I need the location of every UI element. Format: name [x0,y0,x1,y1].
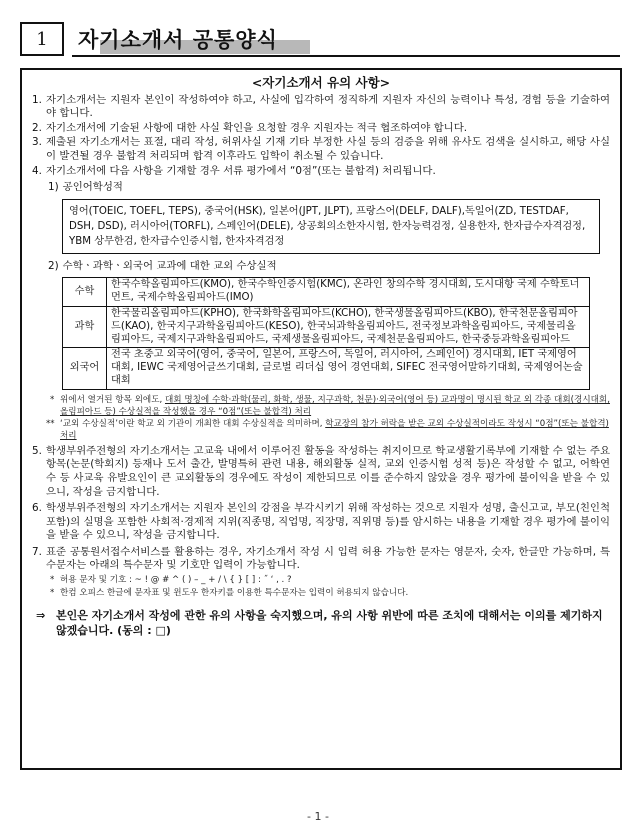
table-row [63,278,590,307]
page-number: - 1 - [307,810,329,823]
page-title: 자기소개서 공통양식 [78,28,278,52]
arrow-icon: ⇒ [36,609,46,623]
notice-item-1: 1. 자기소개서는 지원자 본인이 작성하여야 하고, 사실에 입각하여 정직하게 지원자 자신의 능력이나 특성, 경험 등을 기술하여야 합니다. [32,93,610,120]
language-test-list: 영어(TOEIC, TOEFL, TEPS), 중국어(HSK), 일본어(JPT, JLPT), 프랑스어(DELF, DALF),독일어(ZD, TESTDAF, DSH, DSD), 러시아어(TORFL), 스페인어(DELE), 상공회의소한자시험, 한자능력검정, 실용한자, 한자급수자격검정, YBM 상무한검, 한자급수인증시험, 한자자격검정 [62,199,600,254]
section-header [20,22,620,58]
notice-box [20,68,622,770]
notice-item-5: 5. 학생부위주전형의 자기소개서는 고교육 내에서 이루어진 활동을 작성하는 취지이므로 학교생활기록부에 기재할 수 없는 주요 항목(논문(학회지) 등재나 도서 출간, 발명특허 관련 내용, 해외활동 실적, 교외 인증시험 성적 등)은 작성할 수 없고, 어학연수 등 사교육 유발요인이 큰 교외활동의 경우에도 작성이 제한되므로 이를 준수하지 않았을 경우 평가에 불이익을 받을 수 있으니, 작성을 금지합니다. [32,444,610,498]
special-chars-note: * 한컴 오피스 한글에 문자표 및 윈도우 한자키를 이용한 특수문자는 입력이 허용되지 않습니다. [50,588,409,599]
award-category: 과학 [63,306,107,347]
award-list: 전국 초중고 외국어(영어, 중국어, 일본어, 프랑스어, 독일어, 러시아어, 스페인어) 경시대회, IET 국제영어대회, IEWC 국제영어글쓰기대회, 글로벌 리더십 영어 경연대회, SIFEC 전국영어말하기대회, 국제영어논술대회 [107,348,590,389]
notice-title: <자기소개서 유의 사항> [251,75,391,90]
table-row [63,348,590,389]
award-list: 한국수학올림피아드(KMO), 한국수학인증시험(KMC), 온라인 창의수학 경시대회, 도시대항 국제 수학토너먼트, 국제수학올림피아드(IMO) [107,278,590,307]
awards-table [62,277,590,389]
notice-item-7: 7. 표준 공통원서접수서비스를 활용하는 경우, 자기소개서 작성 시 입력 허용 가능한 문자는 영문자, 숫자, 한글만 가능하며, 특수문자는 아래의 특수문자 및 기호만 입력이 가능합니다. [32,545,610,572]
header-rule [72,55,620,57]
award-category: 수학 [63,278,107,307]
subsection-awards: 2) 수학ㆍ과학ㆍ외국어 교과에 대한 교외 수상실적 [48,259,277,272]
subsection-language: 1) 공인어학성적 [48,181,123,194]
section-number: 1 [20,22,64,56]
notice-item-2: 2. 자기소개서에 기술된 사항에 대한 사실 확인을 요청할 경우 지원자는 적극 협조하여야 합니다. [32,121,468,134]
table-row [63,306,590,347]
award-category: 외국어 [63,348,107,389]
notice-item-3: 3. 제출된 자기소개서는 표절, 대리 작성, 허위사실 기재 기타 부정한 사실 등의 검증을 위해 유사도 검색을 실시하고, 해당 사실이 발견될 경우 불합격 처리되며 합격 이후라도 입학이 취소될 수 있습니다. [32,136,610,162]
award-list: 한국물리올림피아드(KPHO), 한국화학올림피아드(KCHO), 한국생물올림피아드(KBO), 한국천문올림피아드(KAO), 한국지구과학올림피아드(KESO), 한국뇌과학올림피아드, 전국정보과학올림피아드, 국제물리올림피아드, 국제지구과학올림피아드, 국제생물올림피아드, 국제천문올림피아드, 한국중등과학올림피아드 [107,306,590,347]
footnote-1: * 위에서 열거된 항목 외에도, 대회 명칭에 수학·과학(물리, 화학, 생물, 지구과학, 천문)·외국어(영어 등) 교과명이 명시된 학교 외 각종 대회(경시대회, 올림피아드 등) 수상실적을 작성했을 경우 “0점”(또는 불합격) 처리 [50,394,610,417]
notice-item-4: 4. 자기소개서에 다음 사항을 기재할 경우 서류 평가에서 “0점”(또는 불합격) 처리됩니다. [32,164,436,177]
consent-statement: ⇒ 본인은 자기소개서 작성에 관한 유의 사항을 숙지했으며, 유의 사항 위반에 따른 조치에 대해서는 이의를 제기하지 않겠습니다. (동의 : □) [36,609,603,638]
footnote-2: ** ‘교외 수상실적’이란 학교 외 기관이 개최한 대회 수상실적을 의미하며, 학교장의 참가 허락을 받은 교외 수상실적이라도 작성시 “0점”(또는 불합격) 처리 [46,418,609,441]
notice-item-6: 6. 학생부위주전형의 자기소개서는 지원자 본인의 강점을 부각시키기 위해 작성하는 것으로 지원자 성명, 출신고교, 부모(친인척포함)의 실명을 포함한 사회적·경제적 지위(직종명, 직업명, 직장명, 직위명 등)를 암시하는 내용을 기재할 경우 평가에 불이익을 받을 수 있으니, 작성을 금지합니다. [32,502,610,542]
allowed-chars-note: * 허용 문자 및 기호 : ~ ! @ # ^ ( ) – _ + / \ { } [ ] : ˝ ‘ , . ? [50,575,292,586]
